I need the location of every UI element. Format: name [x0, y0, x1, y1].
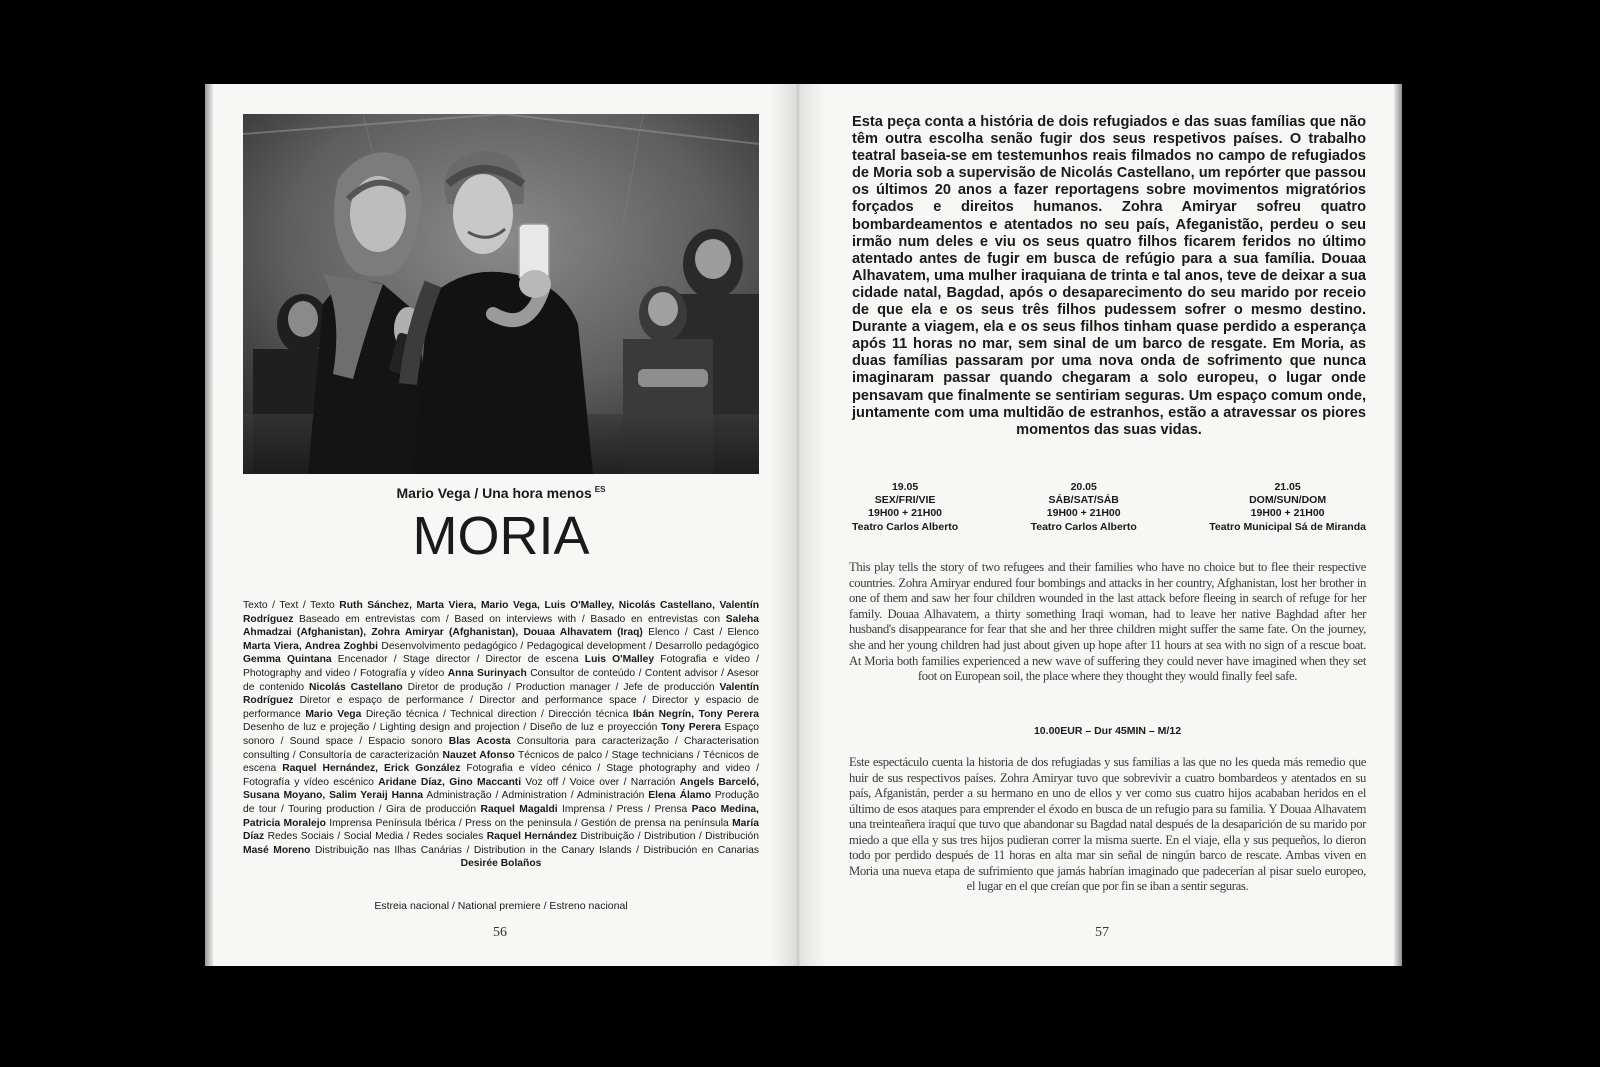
- credit-role: Fotografia e vídeo / Photography and video / Fotografía y vídeo: [243, 654, 759, 679]
- credit-role: Produção de tour / Touring production / Gira de producción: [243, 790, 759, 815]
- page-number-right: 57: [1095, 925, 1109, 940]
- credit-name: Ruth Sánchez, Marta Viera, Mario Vega, Luis O'Malley, Nicolás Castellano, Valentín Rodríguez: [243, 600, 759, 625]
- credit-role: Consultoria para caracterização / Characterisation consulting / Consultoría de caracterización: [243, 735, 759, 761]
- credit-name: Tony Perera: [661, 722, 721, 734]
- credit-role: Distribuição / Distribution / Distribución: [577, 831, 759, 843]
- schedule-day-1: [852, 481, 958, 534]
- schedule-weekday: DOM/SUN/DOM: [1249, 494, 1327, 507]
- credit-name: Angels Barceló, Susana Moyano, Salim Yeraij Hanna: [243, 776, 760, 802]
- credit-role: Administração / Administration / Administración: [423, 790, 649, 802]
- credit-role: Imprensa / Press / Prensa: [557, 803, 692, 815]
- show-title: MORIA: [412, 506, 590, 566]
- credit-role: Redes Sociais / Social Media / Redes sociales: [264, 831, 487, 843]
- schedule: [852, 481, 1366, 534]
- credit-role: Texto / Text / Texto: [243, 600, 340, 611]
- schedule-day-2: [1031, 481, 1137, 534]
- credit-name: Nauzet Afonso: [442, 749, 515, 761]
- schedule-weekday: SEX/FRI/VIE: [874, 494, 936, 507]
- credit-name: Elena Álamo: [648, 790, 712, 802]
- language-tag: ES: [594, 485, 606, 495]
- schedule-time: 19H00 + 21H00: [1250, 507, 1325, 520]
- premiere-note: Estreia nacional / National premiere / Estreno nacional: [374, 900, 628, 912]
- schedule-date: 20.05: [1070, 481, 1097, 493]
- right-page-edge: [1394, 84, 1402, 966]
- credit-name: Mario Vega: [305, 708, 362, 720]
- credit-role: Distribuição nas Ilhas Canárias / Distribution in the Canary Islands / Distribución en Canarias: [310, 844, 759, 856]
- credit-name: Raquel Magaldi: [480, 803, 558, 815]
- credit-role: Baseado em entrevistas com / Based on interviews with / Basado en entrevistas con: [293, 613, 726, 625]
- credit-name: Marta Viera, Andrea Zoghbi: [243, 640, 378, 652]
- credit-name: Aridane Díaz, Gino Maccanti: [378, 776, 522, 788]
- credit-name: Raquel Hernández, Erick González: [282, 763, 461, 775]
- credit-name: Anna Surinyach: [447, 667, 527, 679]
- credit-role: Desenvolvimento pedagógico / Pedagogical development / Desarrollo pedagógico: [377, 640, 759, 652]
- performance-photo: [243, 114, 759, 474]
- credit-role: Voz off / Voice over / Narración: [521, 776, 680, 788]
- portuguese-synopsis: Esta peça conta a história de dois refugiados e das suas famílias que não têm outra escolha senão fugir dos seus respetivos países. O trabalho teatral baseia-se em testemunhos reais filmados no campo de refugiados de Moria sob a supervisão de Nicolás Castellano, um repórter que passou os últimos 20 anos a fazer reportagens sobre movimentos migratórios forçados e direitos humanos. Zohra Amiryar sofreu quatro bombardeamentos e atentados no seu país, Afeganistão, perdeu o seu irmão num deles e viu os seus quatro filhos ficarem feridos no último atentado antes de fugir em busca de refúgio para a sua família. Douaa Alhavatem, uma mulher iraquiana de trinta e tal anos, teve de deixar a sua cidade natal, Bagdad, após o desaparecimento do seu marido por receio de que ela e os seus três filhos pudessem sofrer o mesmo destino. Durante a viagem, ela e os seus filhos tinham quase perdido a esperança após 11 horas no mar, sem sinal de um barco de resgate. Em Moria, as duas famílias passaram por uma nova onda de sofrimento que nunca imaginaram passar quando chegaram a solo europeu, o lugar onde pensavam que finalmente se sentiriam seguras. Um espaço comum onde, juntamente com uma multidão de estranhos, estão a atravessar os piores momentos das suas vidas.: [852, 114, 1366, 438]
- schedule-day-3: [1209, 481, 1366, 534]
- credit-role: Espaço sonoro / Sound space / Espacio sonoro: [243, 722, 759, 747]
- credit-name: Paco Medina, Patricia Moralejo: [243, 803, 759, 829]
- credit-name: Desirée Bolaños: [460, 858, 542, 870]
- credits-block: [243, 599, 759, 871]
- author-credit-line: [243, 485, 759, 501]
- credit-name: Gemma Quintana: [243, 654, 332, 666]
- price-duration-rating: 10.00EUR – Dur 45MIN – M/12: [1033, 725, 1182, 737]
- credit-role: Diretor de produção / Production manager / Jefe de producción: [402, 681, 720, 693]
- credit-name: Saleha Ahmadzai (Afghanistan), Zohra Amiryar (Afghanistan), Douaa Alhavatem (Iraq): [243, 613, 759, 639]
- credit-role: Diretor e espaço de performance / Director and performance space / Director y espacio de performance: [243, 695, 759, 720]
- credit-role: Direção técnica / Technical direction / Dirección técnica: [361, 708, 633, 720]
- author-company: Mario Vega / Una hora menos: [396, 485, 592, 501]
- english-synopsis: This play tells the story of two refugees and their families who have no choice but to flee their respective countries. Zohra Amiryar endured four bombings and attacks in her country, Afghanistan, lost her brother in one of them and saw her four children wounded in the last attack before fleeing in search of refuge for her family. Douaa Alhavatem, a thirty something Iraqi woman, had to leave her native Baghdad after her husband's disappearance for fear that she and her three children might suffer the same fate. On the journey, she and her young children had just about given up hope after 11 hours at sea with no sign of a rescue boat. At Moria both families experienced a new wave of suffering they could never have imagined when they set foot on European soil, the place where they thought they would finally feel safe.: [849, 560, 1366, 684]
- credit-role: Fotografia e vídeo cénico / Stage photography and video / Fotografía y vídeo escénico: [243, 763, 759, 788]
- schedule-date: 19.05: [891, 481, 919, 493]
- credit-name: Masé Moreno: [243, 844, 311, 856]
- credit-name: Nicolás Castellano: [309, 681, 403, 693]
- spanish-synopsis: Este espectáculo cuenta la historia de dos refugiadas y sus familias a las que no les queda más remedio que huir de sus respectivos países. Zohra Amiryar tuvo que sobrevivir a cuatro bombardeos y atentados en su país, Afganistán, perder a su hermano en uno de ellos y ver como sus cuatro hijos acababan heridos en el último de esos ataques para emprender el éxodo en busca de un refugio para su familia. Y Douaa Alhavatem una treinteañera iraquí que tuvo que abandonar su Bagdad natal después de la desaparición de su marido por miedo a que ella y sus tres hijos pudieran correr la misma suerte. En el viaje, ella y sus pequeños, lo dieron todo por perdido después de 11 horas en alta mar sin señal de ningún barco de rescate. Ambas viven en Moria una nueva etapa de sufrimiento que jamás habrían imaginado que padecerían al pisar suelo europeo, el lugar en el que creían que por fin se iban a sentir seguras.: [849, 755, 1366, 893]
- credit-name: Valentín Rodríguez: [243, 681, 759, 707]
- schedule-time: 19H00 + 21H00: [868, 507, 943, 520]
- schedule-venue: Teatro Carlos Alberto: [1030, 520, 1137, 533]
- credit-name: Raquel Hernández: [486, 831, 578, 843]
- credit-role: Elenco / Cast / Elenco: [642, 627, 759, 639]
- credit-name: Blas Acosta: [448, 735, 511, 747]
- credit-role: Consultor de conteúdo / Content advisor / Asesor de contenido: [243, 667, 759, 693]
- credit-role: Técnicos de palco / Stage technicians / Técnicos de escena: [243, 749, 760, 775]
- credit-role: Imprensa Península Ibérica / Press on the peninsula / Gestión de prensa na península: [325, 817, 733, 829]
- schedule-venue: Teatro Municipal Sá de Miranda: [1209, 520, 1366, 533]
- left-page-edge: [205, 84, 213, 966]
- schedule-venue: Teatro Carlos Alberto: [852, 520, 959, 533]
- credit-name: Luis O'Malley: [584, 654, 655, 666]
- page-number-left: 56: [493, 925, 507, 940]
- credit-role: Desenho de luz e projeção / Lighting design and projection / Diseño de luz e proyección: [243, 722, 662, 734]
- schedule-time: 19H00 + 21H00: [1046, 507, 1121, 520]
- credit-name: Ibán Negrín, Tony Perera: [632, 708, 759, 720]
- credit-name: María Díaz: [243, 817, 759, 843]
- credit-role: Encenador / Stage director / Director de escena: [331, 654, 585, 666]
- schedule-date: 21.05: [1274, 481, 1301, 493]
- schedule-weekday: SÁB/SAT/SÁB: [1048, 494, 1119, 507]
